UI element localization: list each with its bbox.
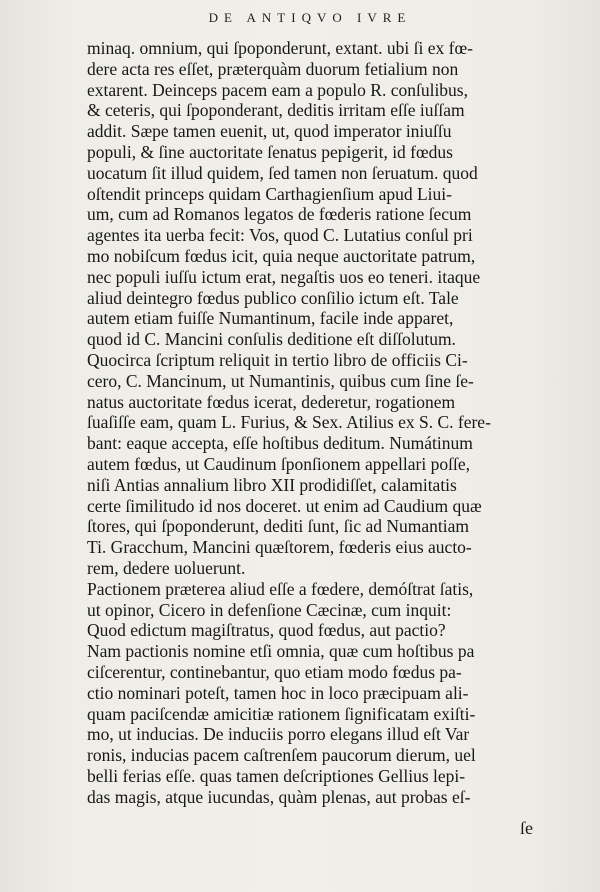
text-line: extarent. Deinceps pacem eam a populo R. conſulibus, (87, 79, 468, 100)
catchword: ſe (520, 818, 533, 838)
text-line: dere acta res eſſet, præterquàm duorum fetialium non (87, 58, 459, 79)
text-line: cero, C. Mancinum, ut Numantinis, quibus cum ſine ſe- (87, 370, 474, 391)
text-line: ſtores, qui ſpoponderunt, dediti ſunt, ſic ad Numantiam (87, 516, 470, 537)
body-text (87, 38, 561, 807)
text-line: Quocirca ſcriptum reliquit in tertio libro de officiis Ci- (87, 349, 468, 370)
text-line: rem, dedere uoluerunt. (87, 557, 246, 578)
text-line: autem fœdus, ut Caudinum ſponſionem appellari poſſe, (87, 453, 470, 474)
text-line: populi, & ſine auctoritate ſenatus pepigerit, id fœdus (87, 141, 453, 162)
text-line: aliud deintegro fœdus publico conſilio ictum eſt. Tale (87, 287, 459, 308)
text-line: & ceteris, qui ſpoponderant, deditis irritam eſſe iuſſam (87, 100, 465, 121)
text-line: mo nobiſcum fœdus icit, quia neque auctoritate patrum, (87, 245, 476, 266)
text-line: belli ferias eſſe. quas tamen deſcriptiones Gellius lepi- (87, 765, 466, 786)
text-line: addit. Sæpe tamen euenit, ut, quod imperator iniuſſu (87, 121, 452, 142)
text-line: quod id C. Mancini conſulis deditione eſt diſſolutum. (87, 329, 456, 350)
text-line: agentes ita uerba fecit: Vos, quod C. Lutatius conſul pri (87, 225, 473, 246)
text-line: ctio nominari poteſt, tamen hoc in loco præcipuam ali- (87, 682, 469, 703)
text-line: certe ſimilitudo id nos doceret. ut enim ad Caudium quæ (87, 495, 482, 516)
text-line: ſuaſiſſe eam, quam L. Furius, & Sex. Atilius ex S. C. fere- (87, 412, 491, 433)
text-line: minaq. omnium, qui ſpoponderunt, extant. ubi ſi ex fœ- (87, 38, 473, 58)
text-line: ronis, inducias pacem caſtrenſem paucorum dierum, uel (87, 745, 476, 766)
text-line: mo, ut inducias. De induciis porro elegans illud eſt Var (87, 724, 470, 745)
text-line: Quod edictum magiſtratus, quod fœdus, aut pactio? (87, 620, 446, 641)
text-line: das magis, atque iucundas, quàm plenas, aut probas eſ- (87, 786, 471, 807)
text-line: Pactionem præterea aliud eſſe a fœdere, demóſtrat ſatis, (87, 578, 474, 599)
text-line: oſtendit princeps quidam Carthagienſium apud Liui- (87, 183, 452, 204)
text-line: bant: eaque accepta, eſſe hoſtibus deditum. Numátinum (87, 433, 473, 454)
text-line: natus auctoritate fœdus icerat, dederetur, rogationem (87, 391, 456, 412)
text-line: autem etiam fuiſſe Numantinum, facile inde apparet, (87, 308, 454, 329)
running-head: DE ANTIQVO IVRE (208, 10, 412, 25)
text-line: Nam pactionis nomine etſi omnia, quæ cum hoſtibus pa (87, 641, 475, 662)
text-line: um, cum ad Romanos legatos de fœderis ratione ſecum (87, 204, 472, 225)
text-line: niſi Antias annalium libro XII prodidiſſet, calamitatis (87, 474, 457, 495)
text-line: ciſcerentur, continebantur, quo etiam modo fœdus pa- (87, 661, 462, 682)
text-line: Ti. Gracchum, Mancini quæſtorem, fœderis eius aucto- (87, 537, 472, 558)
text-line: quam paciſcendæ amicitiæ rationem ſignificatam exiſti- (87, 703, 476, 724)
text-line: nec populi iuſſu ictum erat, negaſtis uos eo teneri. itaque (87, 266, 481, 287)
text-line: uocatum ſit illud quidem, ſed tamen non ſeruatum. quod (87, 162, 478, 183)
text-line: ut opinor, Cicero in defenſione Cæcinæ, cum inquit: (87, 599, 452, 620)
